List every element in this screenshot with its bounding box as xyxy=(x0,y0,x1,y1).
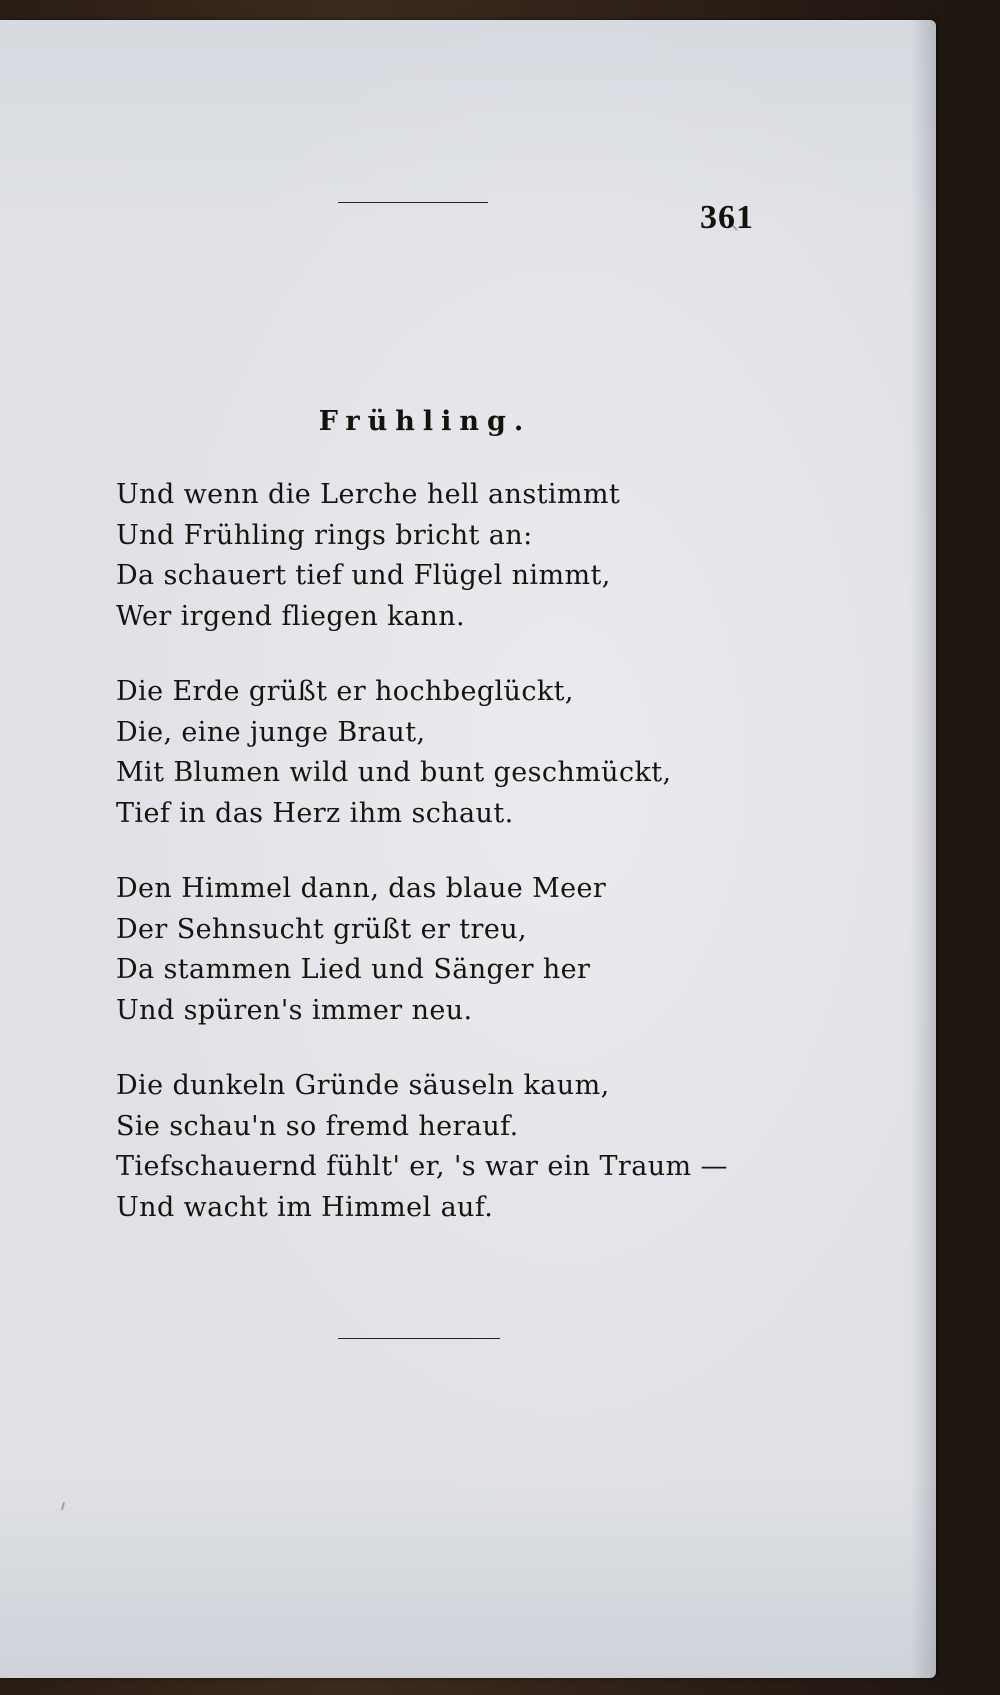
paper-speck xyxy=(61,1502,65,1510)
poem-line: Die, eine junge Braut, xyxy=(116,716,426,748)
stanza-4 xyxy=(116,1066,816,1228)
poem-line: Tiefschauernd fühlt' er, 's war ein Traum — xyxy=(116,1151,728,1182)
stanza-3 xyxy=(116,869,816,1031)
poem-line: Da stammen Lied und Sänger her xyxy=(116,954,591,985)
poem-line: Und wacht im Himmel auf. xyxy=(116,1191,494,1223)
stanza-2 xyxy=(116,672,816,834)
poem-line: Sie schau'n so fremd herauf. xyxy=(116,1110,519,1142)
poem-line: Tief in das Herz ihm schaut. xyxy=(116,797,514,829)
stanza-1 xyxy=(116,475,816,637)
poem-line: Mit Blumen wild und bunt geschmückt, xyxy=(116,757,672,788)
poem-title: Frühling. xyxy=(318,406,532,437)
poem-line: Da schauert tief und Flügel nimmt, xyxy=(116,560,611,591)
poem-line: Wer irgend fliegen kann. xyxy=(116,600,465,632)
poem-line: Und Frühling rings bricht an: xyxy=(116,519,533,551)
poem-line: Den Himmel dann, das blaue Meer xyxy=(116,873,607,904)
book-page xyxy=(0,20,936,1678)
page-number: 361 xyxy=(700,199,754,236)
poem-line: Die dunkeln Gründe säuseln kaum, xyxy=(116,1070,610,1101)
poem-line: Und wenn die Lerche hell anstimmt xyxy=(116,479,621,510)
poem-line: Und spüren's immer neu. xyxy=(116,994,473,1026)
poem-line: Der Sehnsucht grüßt er treu, xyxy=(116,913,527,945)
poem-line: Die Erde grüßt er hochbeglückt, xyxy=(116,676,574,707)
end-rule xyxy=(338,1338,500,1339)
header-rule xyxy=(338,202,488,203)
poem-body xyxy=(116,475,816,1263)
